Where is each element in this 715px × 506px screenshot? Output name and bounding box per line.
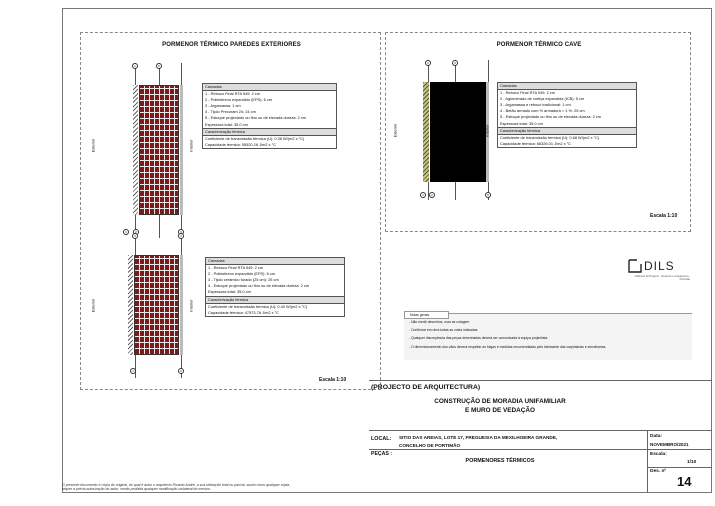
scale-label: Escala: — [650, 452, 667, 457]
date-value: NOVEMBRO/2021 — [650, 442, 689, 447]
wall1-brick-layer — [139, 85, 179, 215]
wall1-layer-row: 4 - Tijolo Precoram 24: 24 cm — [205, 109, 256, 115]
pecas-label: PEÇAS : — [371, 451, 393, 457]
local-value-line1: SITIO DAS AREIAS, LOTE 17, FREGUESIA DA MEXILHOEIRA GRANDE, — [399, 435, 558, 440]
general-notes — [404, 313, 692, 360]
wall2-layer-row: 2 - Poliestireno expandido (EPS): 6 cm — [208, 271, 276, 277]
wall1-layer-row: 2 - Poliestireno expandido (EPS): 6 cm — [205, 97, 273, 103]
wall2-layers-table — [205, 257, 345, 317]
logo-subtitle: Gabinete de Projecto - Desenho e Arquitectura - Portimão — [634, 275, 690, 281]
title-block-divider — [369, 430, 712, 431]
wall1-layer-row: 5 - Estuque projectado ou fino ou de elevada dureza: 2 cm — [205, 115, 307, 121]
wall1-layers-table — [202, 83, 337, 149]
wall1-char-row: Capacidade térmica: 55520.26 J/m2 x °C — [205, 141, 276, 147]
title-block-divider — [647, 467, 712, 468]
cave-marker-top-2: 4 — [452, 60, 458, 66]
cave-marker-bottom-2: 2 — [429, 192, 435, 198]
cave-marker-bottom-3: 5 — [485, 192, 491, 198]
walls-panel-title: PORMENOR TÉRMICO PAREDES EXTERIORES — [162, 42, 301, 48]
wall1-char-header: Caracterização térmica — [203, 128, 336, 136]
wall1-marker-top-1: 1 — [132, 63, 138, 69]
cave-interior-label: Interior — [484, 124, 490, 137]
note-item: - Confirmar em obra todas as cotas indicadas — [409, 328, 478, 333]
notes-header: Notas gerais — [404, 311, 449, 319]
cave-layer-row: 5 - Estuque projectado ou fino ou de elevada dureza: 2 cm — [500, 114, 602, 120]
date-label: Data: — [650, 434, 662, 439]
wall1-marker-bottom-1: 1 — [123, 229, 129, 235]
title-block-vdivider — [647, 430, 648, 493]
cave-marker-bottom-1: 1 — [420, 192, 426, 198]
wall1-insulation-layer — [133, 85, 138, 215]
wall1-marker-bottom-3: 3 — [178, 229, 184, 235]
note-item: - Qualquer discrepância das peças desenhadas deverá ser comunicada à equipa projectista — [409, 336, 548, 341]
drawing-number-value: 14 — [677, 474, 692, 489]
cave-char-row: Capacidade térmica: 66326.01 J/m2 x °C — [500, 140, 571, 146]
cave-layer-row: 2 - Aglomerado de cortiça expandida (ICB): 5 cm — [500, 96, 585, 102]
logo-text: DILS — [644, 259, 675, 273]
wall1-marker-bottom-2: 2 — [133, 229, 139, 235]
note-item: - O dimensionamento dos vãos deverá respeitar as folgas e medidas recomendadas pelo fabricante das carpintarias e serralharias — [409, 344, 606, 349]
wall2-layer-row: 1 - Reboco Final RTA 549: 2 cm — [208, 265, 263, 271]
local-value-line2: CONCELHO DE PORTIMÃO — [399, 443, 461, 448]
project-type: (PROJECTO DE ARQUITECTURA) — [371, 384, 481, 391]
cave-layer-row: 3 - Argamassa e reboco tradicional: 1 cm — [500, 102, 571, 108]
cave-total-row: Espessura total: 35.0 cm — [500, 120, 543, 126]
company-logo — [628, 259, 690, 285]
logo-mark-icon — [628, 259, 642, 273]
wall1-plaster-layer — [180, 85, 183, 215]
local-label: LOCAL: — [371, 436, 392, 442]
cave-concrete-layer — [430, 82, 486, 182]
cave-layers-header: Camadas — [498, 83, 636, 90]
wall2-marker-top-2: 4 — [178, 233, 184, 239]
drawing-number-label: Des. nº — [650, 469, 667, 474]
cave-exterior-label: Exterior — [392, 123, 398, 138]
wall1-layers-header: Camadas — [203, 84, 336, 91]
work-title-line2: E MURO DE VEDAÇÃO — [465, 407, 535, 414]
footer-line1: O presente documento é cópia do original, do qual é autor o arquitecto Ricardo André, a sua utilização total ou parcial, assim como qualquer cópia, — [62, 483, 291, 487]
cave-marker-top-1: 3 — [425, 60, 431, 66]
pecas-value: PORMENORES TÉRMICOS — [465, 458, 535, 464]
walls-panel — [80, 32, 381, 390]
wall2-marker-bottom-1: 1 — [130, 368, 136, 374]
wall1-section — [123, 63, 193, 238]
wall2-marker-bottom-2: 2 — [178, 368, 184, 374]
wall1-interior-label: Interior — [188, 139, 194, 152]
cave-char-header: Caracterização térmica — [498, 127, 636, 135]
wall2-layers-header: Camadas — [206, 258, 344, 265]
cave-layers-table — [497, 82, 637, 148]
cave-char-row: Coeficiente de transmissão térmica (U): 0.68 W/(m2 x °C) — [500, 134, 600, 140]
wall2-interior-label: Interior — [188, 299, 194, 312]
wall1-marker-top-2: 5 — [156, 63, 162, 69]
title-block — [369, 380, 712, 493]
wall2-total-row: Espessura total: 35.0 cm — [208, 289, 251, 295]
copyright-footer — [62, 483, 290, 492]
wall1-char-row: Coeficiente de transmissão térmica (U): 0.36 W/(m2 x °C) — [205, 135, 305, 141]
wall2-section — [123, 233, 193, 378]
wall2-insulation-layer — [128, 255, 133, 355]
wall2-char-row: Capacidade térmica: 47573.76 J/m2 x °C — [208, 309, 279, 315]
wall2-marker-top-1: 3 — [132, 233, 138, 239]
work-title-line1: CONSTRUÇÃO DE MORADIA UNIFAMILIAR — [434, 398, 566, 405]
wall2-brick-layer — [134, 255, 179, 355]
cave-layer-row: 4 - Betão armado com % armadura < 1 %: 25 cm — [500, 108, 585, 114]
cave-layer-row: 1 - Reboco Final RTA 549: 2 cm — [500, 90, 555, 96]
wall2-plaster-layer — [180, 255, 183, 355]
cave-scale-label: Escala 1:10 — [650, 213, 678, 219]
cave-panel — [385, 32, 691, 232]
cave-panel-title: PORMENOR TÉRMICO CAVE — [496, 42, 582, 48]
wall1-layer-row: 1 - Reboco Final RTA 549: 2 cm — [205, 91, 260, 97]
cave-cork-layer — [423, 82, 429, 182]
title-block-divider — [369, 380, 712, 381]
title-block-divider — [369, 449, 712, 450]
wall2-layer-row: 4 - Estuque projectado ou fino ou de elevada dureza: 2 cm — [208, 283, 310, 289]
wall1-total-row: Espessura total: 35.0 cm — [205, 121, 248, 127]
wall1-exterior-label: Exterior — [90, 138, 96, 153]
walls-scale-label: Escala 1:10 — [319, 377, 347, 383]
wall2-exterior-label: Exterior — [90, 298, 96, 313]
wall1-layer-row: 3 - Argamassa: 1 cm — [205, 103, 241, 109]
wall2-char-header: Caracterização térmica — [206, 296, 344, 304]
wall2-char-row: Coeficiente de transmissão térmica (U): 0.40 W/(m2 x °C) — [208, 303, 308, 309]
scale-value: 1/10 — [687, 460, 697, 465]
note-item: - Não medir desenhos, usar as cotagem — [409, 320, 470, 324]
footer-line2: requer a prévia autorização do autor, sendo proibida qualquer modificação unilateral do mesmo. — [62, 487, 211, 492]
wall2-layer-row: 3 - Tijolo cerâmico furado (25 cm): 25 cm — [208, 277, 279, 283]
